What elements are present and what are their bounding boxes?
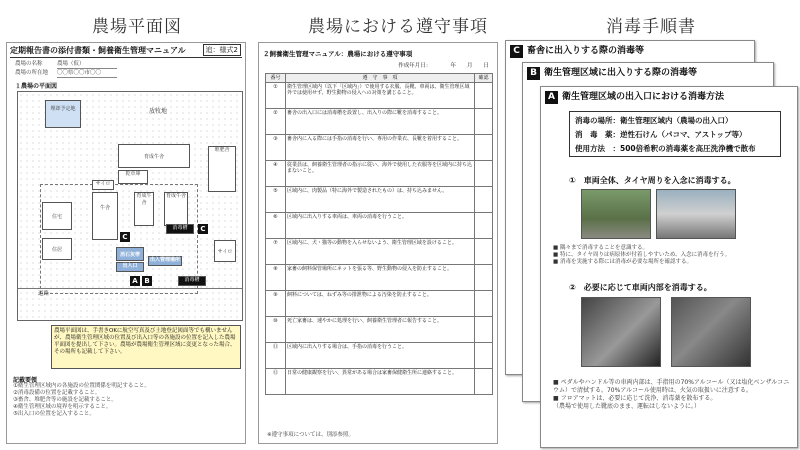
header-center: 農場における遵守事項 bbox=[308, 17, 488, 37]
row-check[interactable] bbox=[475, 317, 493, 343]
compliance-document bbox=[258, 42, 498, 444]
row-check[interactable] bbox=[475, 265, 493, 291]
row-text: 区域内に出入りする車両は、車両の消毒を行うこと。 bbox=[286, 213, 475, 239]
row-check[interactable] bbox=[475, 369, 493, 395]
agent-value: 逆性石けん（パコマ、アストップ等） bbox=[620, 130, 747, 139]
step2-note: ■ ペダルやハンドル等の車両内部は、手指用の70%アルコール（又は塩化ベンザルコニウム）で清拭する。70%アルコール使用時は、火気の取扱いに注意する。 bbox=[553, 379, 790, 394]
row-text: 衛生管理区域内（以下「区域内」）で使用する衣服、長靴、車両は、衛生管理区域外では使用せず、野生動物の侵入への対策を講じること。 bbox=[286, 83, 475, 109]
doc2-date: 作成年月日： 年 月 日 bbox=[398, 63, 489, 69]
row-text: 区域内に出入りする場合は、手指の消毒を行うこと。 bbox=[286, 343, 475, 369]
barn-east: 育成牛舎 bbox=[164, 192, 188, 226]
photo-vehicle-wash-2 bbox=[656, 189, 736, 239]
table-row bbox=[266, 83, 493, 109]
note-item: ③畜舎、堆肥舎等の施設を記載すること。 bbox=[13, 397, 117, 403]
note-item: ⑤出入口の位置を記入すること。 bbox=[13, 411, 95, 417]
method-label: 使用方法 ： bbox=[575, 144, 620, 153]
lime-belt: 消石灰帯 bbox=[116, 247, 144, 261]
row-check[interactable] bbox=[475, 135, 493, 161]
photo-vehicle-wash-1 bbox=[581, 189, 651, 239]
notes-list bbox=[13, 383, 241, 418]
marker-a: A bbox=[130, 276, 140, 286]
entry-control-point: 出入管理場所 bbox=[148, 256, 182, 266]
road-label: 道路 bbox=[38, 291, 50, 297]
card-b-title: 衛生管理区域に出入りする際の消毒等 bbox=[544, 68, 698, 78]
disinfect-tank-2: 消毒槽 bbox=[178, 276, 206, 286]
office: 住宅 bbox=[42, 202, 72, 230]
doc1-badge: 追：様式2 bbox=[203, 44, 241, 56]
row-no: ⑨ bbox=[266, 291, 286, 317]
row-no: ⑧ bbox=[266, 265, 286, 291]
marker-b: B bbox=[142, 276, 152, 286]
col-no: 番号 bbox=[266, 74, 286, 83]
plan-instruction-note: 農場平面図は、手書きOKに航空写真及び土地登記図面等でも構いませんが、農場衛生管理区域の位置及び出入口等の各施設の位置を記入した農場平面図を提出して下さい。農場が農場衛生管理区域に変更となった場合、その場所も記載して下さい。 bbox=[51, 325, 241, 369]
plan-section-title: １農場の平面図 bbox=[15, 83, 58, 90]
row-text: 家畜の飼料保管場所にネットを張る等、野生動物の侵入を防止すること。 bbox=[286, 265, 475, 291]
row-check[interactable] bbox=[475, 343, 493, 369]
doc2-title: ２飼養衛生管理マニュアル：農場における遵守事項 bbox=[263, 50, 413, 58]
address-label: 農場の所在地 bbox=[15, 70, 49, 76]
farm-plan-document bbox=[6, 42, 246, 444]
header-left: 農場平面図 bbox=[92, 17, 182, 37]
row-text: 区域内に、犬・猫等の動物を入らせないよう、衛生管理区域を設けること。 bbox=[286, 239, 475, 265]
row-text: 飼料については、ねずみ等の排泄物による汚染を防止すること。 bbox=[286, 291, 475, 317]
step2-notes bbox=[553, 379, 791, 411]
barn-center: 牛舎 bbox=[92, 192, 118, 240]
table-row bbox=[266, 239, 493, 265]
row-check[interactable] bbox=[475, 213, 493, 239]
notes-title: 記載要領 bbox=[13, 377, 38, 384]
hay-store: 乾草庫 bbox=[118, 170, 148, 184]
row-text: 畜舎の出入口には消毒槽を設置し、出入りの際に靴を消毒すること。 bbox=[286, 109, 475, 135]
row-no: ⑫ bbox=[266, 369, 286, 395]
row-no: ④ bbox=[266, 161, 286, 187]
table-row bbox=[266, 265, 493, 291]
row-check[interactable] bbox=[475, 161, 493, 187]
doc2-footer: ※遵守事項については、別添参照。 bbox=[267, 432, 354, 438]
card-c-title: 畜舎に出入りする際の消毒等 bbox=[527, 46, 645, 56]
table-row bbox=[266, 161, 493, 187]
marker-c-1: C bbox=[120, 232, 130, 242]
row-text: 区域内に、肉製品（特に海外で製造されたもの）は、持ち込みません。 bbox=[286, 187, 475, 213]
step1-notes bbox=[553, 245, 788, 266]
shed-east: サイロ bbox=[214, 240, 236, 262]
card-a-label: A bbox=[545, 91, 558, 104]
step1-note: ■ 特に、タイヤ周りは病原体が付着しやすいため、入念に消毒を行う。 bbox=[553, 252, 731, 258]
row-text: 日常の健康観察を行い、異常がある場合は家畜保健衛生所に連絡すること。 bbox=[286, 369, 475, 395]
place-value: 衛生管理区域内（農場の出入口） bbox=[620, 116, 733, 125]
note-item: ②消毒設備の位置を記載すること。 bbox=[13, 390, 101, 396]
card-b-label: B bbox=[527, 67, 540, 80]
compliance-table bbox=[265, 73, 493, 395]
note-item: ①衛生管理区域内の各施設の位置関係を明記すること。 bbox=[13, 383, 150, 389]
method-value: 500倍希釈の消毒薬を高圧洗浄機で散布 bbox=[620, 144, 756, 153]
row-no: ⑦ bbox=[266, 239, 286, 265]
photo-interior-1 bbox=[581, 297, 661, 367]
table-row bbox=[266, 343, 493, 369]
col-item: 遵 守 事 項 bbox=[286, 74, 475, 83]
card-a bbox=[540, 86, 798, 448]
disinfect-tank-1: 消毒槽 bbox=[166, 224, 194, 234]
step1-title: ① 車両全体、タイヤ周りを入念に消毒する。 bbox=[569, 176, 736, 185]
house: 住居 bbox=[42, 238, 72, 260]
burial-site: 埋却予定地 bbox=[45, 100, 81, 128]
table-row bbox=[266, 109, 493, 135]
row-text: 死亡家畜は、速やかに処理を行い、飼養衛生管理者に報告すること。 bbox=[286, 317, 475, 343]
silo: サイロ bbox=[92, 180, 114, 190]
row-text: 畜舎内に入る際には手指の消毒を行い、専用の作業衣、長靴を着用すること。 bbox=[286, 135, 475, 161]
place-label: 消毒の場所： bbox=[575, 116, 620, 125]
step2-note: ■ フロアマットは、必要に応じて洗浄、消毒薬を散布する。 bbox=[553, 395, 717, 402]
note-item: ④衛生管理区域の境界を明示すること。 bbox=[13, 404, 112, 410]
row-check[interactable] bbox=[475, 109, 493, 135]
row-check[interactable] bbox=[475, 291, 493, 317]
step2-title: ② 必要に応じて車両内部を消毒する。 bbox=[569, 283, 712, 292]
road-line bbox=[18, 288, 242, 289]
table-row bbox=[266, 187, 493, 213]
row-no: ② bbox=[266, 109, 286, 135]
compost-shed: 堆肥舎 bbox=[208, 146, 236, 192]
card-c-label: C bbox=[510, 45, 523, 58]
header-right: 消毒手順書 bbox=[606, 17, 696, 37]
row-no: ① bbox=[266, 83, 286, 109]
row-check[interactable] bbox=[475, 187, 493, 213]
marker-c-2: C bbox=[198, 224, 208, 234]
row-no: ⑩ bbox=[266, 317, 286, 343]
farm-name-label: 農場の名称 bbox=[15, 61, 43, 67]
farm-plan-map bbox=[17, 91, 243, 321]
barn-mid: 育成牛舎 bbox=[134, 192, 154, 226]
barn-north: 育成牛舎 bbox=[118, 144, 190, 168]
table-row bbox=[266, 291, 493, 317]
row-check[interactable] bbox=[475, 83, 493, 109]
card-a-title: 衛生管理区域の出入口における消毒方法 bbox=[562, 92, 725, 102]
step1-note: ■ 消毒を実施する際には消毒が必要な場所を確認する。 bbox=[553, 259, 692, 265]
pasture-label: 放牧地 bbox=[148, 108, 167, 115]
row-no: ③ bbox=[266, 135, 286, 161]
row-no: ⑪ bbox=[266, 343, 286, 369]
step1-note: ■ 隅々まで消毒することを意識する。 bbox=[553, 245, 648, 251]
table-row bbox=[266, 135, 493, 161]
farm-entrance: 出入口 bbox=[116, 262, 144, 272]
table-row bbox=[266, 317, 493, 343]
row-check[interactable] bbox=[475, 239, 493, 265]
table-row bbox=[266, 369, 493, 395]
doc1-title: 定期報告書の添付書類・飼養衛生管理マニュアル bbox=[10, 45, 242, 58]
table-row bbox=[266, 213, 493, 239]
row-text: 従業員は、飼養衛生管理者の指示に従い、海外で使用した衣服等を区域内に持ち込まないこと。 bbox=[286, 161, 475, 187]
photo-interior-2 bbox=[671, 297, 751, 367]
row-no: ⑥ bbox=[266, 213, 286, 239]
farm-name-value: 農場（仮） bbox=[57, 61, 117, 69]
row-no: ⑤ bbox=[266, 187, 286, 213]
col-check: 確認 bbox=[475, 74, 493, 83]
agent-label: 消 毒 薬： bbox=[575, 130, 620, 139]
disinfect-info-box bbox=[569, 111, 781, 157]
step2-note: （農場で使用した靴底のまま、運転はしないように。） bbox=[553, 403, 701, 410]
address-value: 〇〇県〇〇市〇〇 bbox=[57, 70, 117, 78]
